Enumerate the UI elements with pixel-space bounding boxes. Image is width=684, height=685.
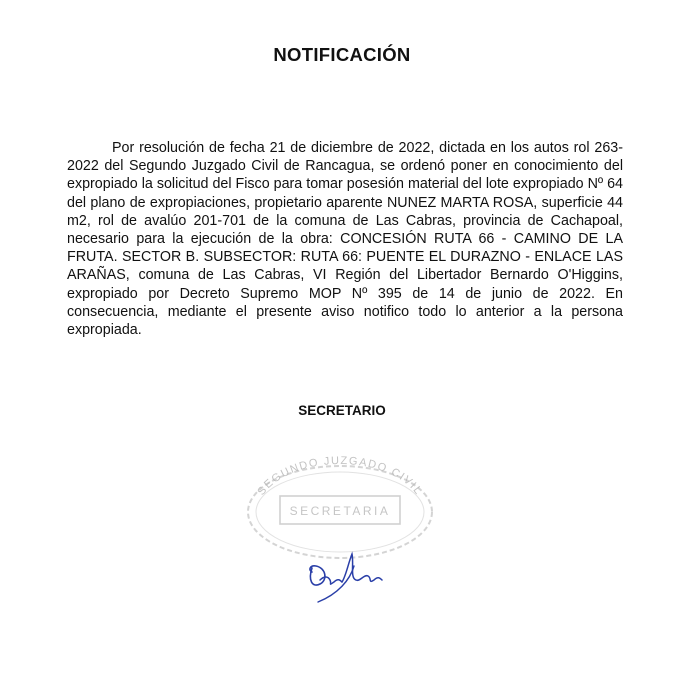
signatory-title: SECRETARIO <box>298 403 386 418</box>
notification-body: Por resolución de fecha 21 de diciembre de 2022, dictada en los autos rol 263-2022 del Segundo Juzgado Civil de Rancagua, se ordenó poner en conocimiento del expropiado la solicitud del Fisco para tomar posesión material del lote expropiado Nº 64 del plano de expropiaciones, propietario aparente NUNEZ MARTA ROSA, superficie 44 m2, rol de avalúo 201-701 de la comuna de Las Cabras, provincia de Cachapoal, necesario para la ejecución de la obra: CONCESIÓN RUTA 66 - CAMINO DE LA FRUTA. SECTOR B. SUBSECTOR: RUTA 66: PUENTE EL DURAZNO - ENLACE LAS ARAÑAS, comuna de Las Cabras, VI Región del Libertador Bernardo O'Higgins, expropiado por Decreto Supremo MOP Nº 395 de 14 de junio de 2022. En consecuencia, mediante el presente aviso notifico todo lo anterior a la persona expropiada. <box>67 140 623 339</box>
page-title: NOTIFICACIÓN <box>273 44 411 65</box>
stamp-middle-text: SECRETARIA <box>289 504 391 518</box>
stamp-top-text: SEGUNDO JUZGADO CIVIL <box>255 454 425 498</box>
handwritten-signature <box>298 540 398 610</box>
svg-text:SEGUNDO JUZGADO CIVIL <box>255 455 424 498</box>
